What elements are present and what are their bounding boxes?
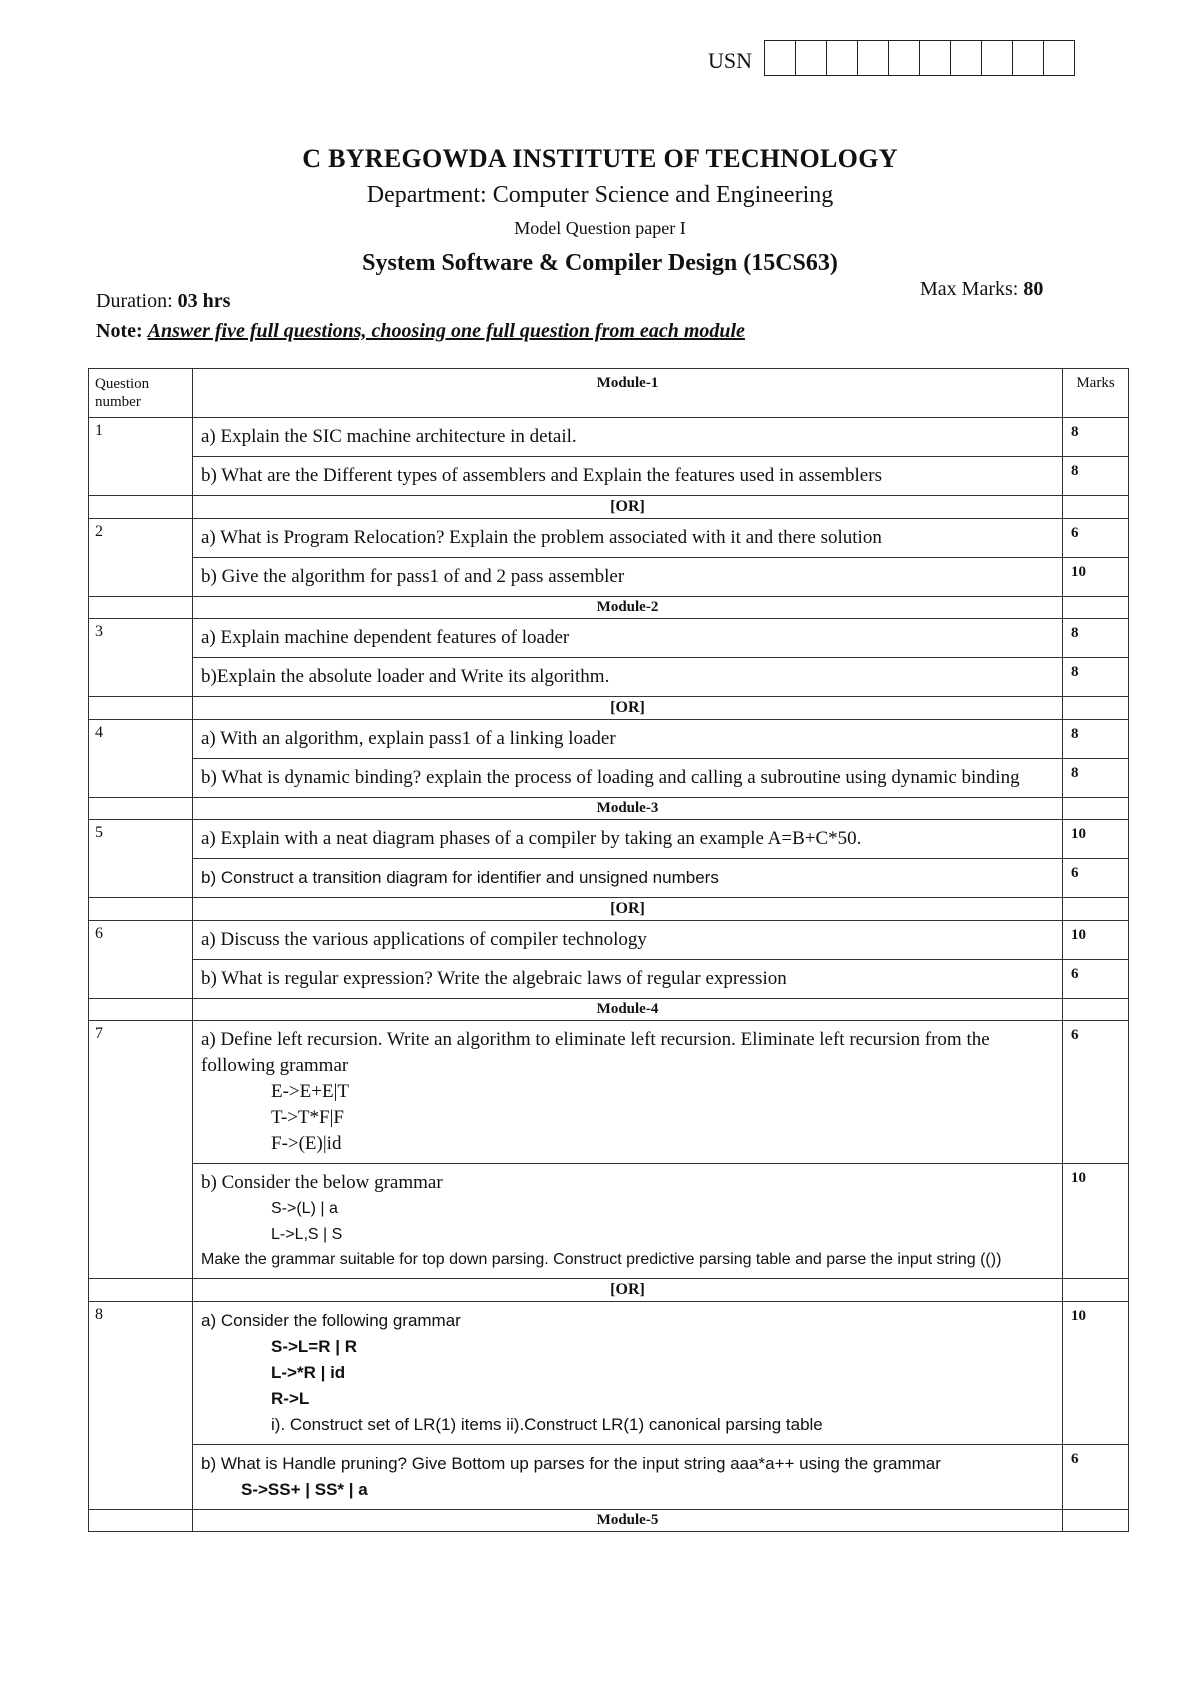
grammar-rule: R->L (271, 1389, 310, 1408)
question-number: 3 (89, 619, 193, 697)
question-text: a) Discuss the various applications of compiler technology (193, 921, 1063, 960)
question-text (193, 1164, 1063, 1279)
question-marks: 8 (1063, 759, 1129, 798)
table-row (89, 921, 1129, 960)
question-text: a) Explain machine dependent features of loader (193, 619, 1063, 658)
marks-header: Marks (1063, 369, 1129, 418)
usn-label: USN (708, 48, 753, 73)
question-marks: 10 (1063, 820, 1129, 859)
grammar-rule: S->SS+ | SS* | a (241, 1480, 368, 1499)
table-row (89, 960, 1129, 999)
duration-value: 03 hrs (177, 290, 231, 312)
table-row (89, 859, 1129, 898)
usn-digit-box (951, 41, 982, 75)
question-marks: 8 (1063, 720, 1129, 759)
grammar-rule: L->L,S | S (271, 1226, 343, 1243)
question-text-line: a) Consider the following grammar (201, 1311, 461, 1330)
usn-digit-box (827, 41, 858, 75)
question-text-line: Make the grammar suitable for top down parsing. Construct predictive parsing table and parse the input string (()) (201, 1251, 1002, 1268)
usn-digit-box (765, 41, 796, 75)
table-row (89, 759, 1129, 798)
note (96, 320, 745, 343)
or-label: [OR] (193, 697, 1063, 720)
question-marks: 6 (1063, 1021, 1129, 1164)
table-row (89, 1302, 1129, 1445)
or-row (89, 496, 1129, 519)
question-number: 6 (89, 921, 193, 999)
or-label: [OR] (193, 1279, 1063, 1302)
module-3-heading: Module-3 (193, 798, 1063, 820)
question-text (193, 1445, 1063, 1510)
question-number: 8 (89, 1302, 193, 1510)
question-number: 5 (89, 820, 193, 898)
question-marks: 6 (1063, 960, 1129, 999)
table-row (89, 619, 1129, 658)
module-5-heading: Module-5 (193, 1510, 1063, 1532)
table-row (89, 1445, 1129, 1510)
question-text: a) Explain with a neat diagram phases of a compiler by taking an example A=B+C*50. (193, 820, 1063, 859)
usn-digit-box (1013, 41, 1044, 75)
module-heading-row (89, 999, 1129, 1021)
question-text-line: b) What is Handle pruning? Give Bottom up parses for the input string aaa*a++ using the grammar (201, 1454, 941, 1473)
or-label: [OR] (193, 898, 1063, 921)
table-row (89, 658, 1129, 697)
question-text (193, 1302, 1063, 1445)
question-text (193, 1021, 1063, 1164)
or-row (89, 1279, 1129, 1302)
grammar-rule: E->E+E|T (271, 1081, 349, 1102)
question-text: b)Explain the absolute loader and Write its algorithm. (193, 658, 1063, 697)
question-text-line: a) Define left recursion. Write an algorithm to eliminate left recursion. Eliminate left recursion from the following grammar (201, 1029, 990, 1076)
question-number-header: Question number (89, 369, 193, 418)
note-text: Answer five full questions, choosing one full question from each module (147, 320, 745, 342)
module-heading-row (89, 798, 1129, 820)
usn-boxes (764, 40, 1075, 76)
table-header-row (89, 369, 1129, 418)
question-marks: 6 (1063, 1445, 1129, 1510)
usn-digit-box (889, 41, 920, 75)
question-marks: 8 (1063, 457, 1129, 496)
max-marks-label: Max Marks: (920, 278, 1024, 300)
or-row (89, 898, 1129, 921)
question-text: a) What is Program Relocation? Explain the problem associated with it and there solution (193, 519, 1063, 558)
question-text: b) What is regular expression? Write the algebraic laws of regular expression (193, 960, 1063, 999)
usn-digit-box (858, 41, 889, 75)
module-4-heading: Module-4 (193, 999, 1063, 1021)
usn-digit-box (982, 41, 1013, 75)
duration (96, 290, 230, 313)
question-number: 2 (89, 519, 193, 597)
question-text: a) With an algorithm, explain pass1 of a linking loader (193, 720, 1063, 759)
table-row (89, 720, 1129, 759)
grammar-rule: F->(E)|id (271, 1133, 342, 1154)
question-number: 7 (89, 1021, 193, 1279)
paper-title: Model Question paper I (514, 218, 686, 238)
max-marks-value: 80 (1023, 278, 1044, 300)
table-row (89, 519, 1129, 558)
usn-field (708, 40, 1075, 76)
table-row (89, 1021, 1129, 1164)
grammar-rule: L->*R | id (271, 1363, 346, 1382)
grammar-rule: S->(L) | a (271, 1200, 338, 1217)
question-number: 1 (89, 418, 193, 496)
question-text: b) Give the algorithm for pass1 of and 2 pass assembler (193, 558, 1063, 597)
grammar-rule: S->L=R | R (271, 1337, 357, 1356)
question-marks: 10 (1063, 558, 1129, 597)
or-label: [OR] (193, 496, 1063, 519)
department-name: Department: Computer Science and Engineering (366, 182, 834, 208)
or-row (89, 697, 1129, 720)
usn-digit-box (920, 41, 951, 75)
note-label: Note: (96, 320, 148, 342)
max-marks (920, 278, 1043, 301)
question-marks: 8 (1063, 418, 1129, 457)
table-row (89, 1164, 1129, 1279)
question-marks: 8 (1063, 619, 1129, 658)
module-heading-row (89, 1510, 1129, 1532)
question-marks: 10 (1063, 1164, 1129, 1279)
question-text: b) Construct a transition diagram for identifier and unsigned numbers (193, 859, 1063, 898)
usn-digit-box (796, 41, 827, 75)
question-marks: 10 (1063, 1302, 1129, 1445)
question-number: 4 (89, 720, 193, 798)
question-text: b) What is dynamic binding? explain the process of loading and calling a subroutine using dynamic binding (193, 759, 1063, 798)
question-marks: 8 (1063, 658, 1129, 697)
table-row (89, 418, 1129, 457)
question-text: a) Explain the SIC machine architecture in detail. (193, 418, 1063, 457)
table-row (89, 820, 1129, 859)
question-text: b) What are the Different types of assemblers and Explain the features used in assemblers (193, 457, 1063, 496)
question-table (88, 368, 1129, 1532)
grammar-rule: T->T*F|F (271, 1107, 344, 1128)
module-2-heading: Module-2 (193, 597, 1063, 619)
question-marks: 6 (1063, 859, 1129, 898)
module-1-heading: Module-1 (193, 369, 1063, 418)
table-row (89, 558, 1129, 597)
subject-title: System Software & Compiler Design (15CS63) (362, 250, 838, 276)
table-row (89, 457, 1129, 496)
question-text-line: i). Construct set of LR(1) items ii).Construct LR(1) canonical parsing table (271, 1415, 823, 1434)
duration-label: Duration: (96, 290, 178, 312)
institute-name: C BYREGOWDA INSTITUTE OF TECHNOLOGY (302, 144, 898, 173)
question-text-line: b) Consider the below grammar (201, 1172, 443, 1193)
question-marks: 6 (1063, 519, 1129, 558)
usn-digit-box (1044, 41, 1074, 75)
question-marks: 10 (1063, 921, 1129, 960)
module-heading-row (89, 597, 1129, 619)
